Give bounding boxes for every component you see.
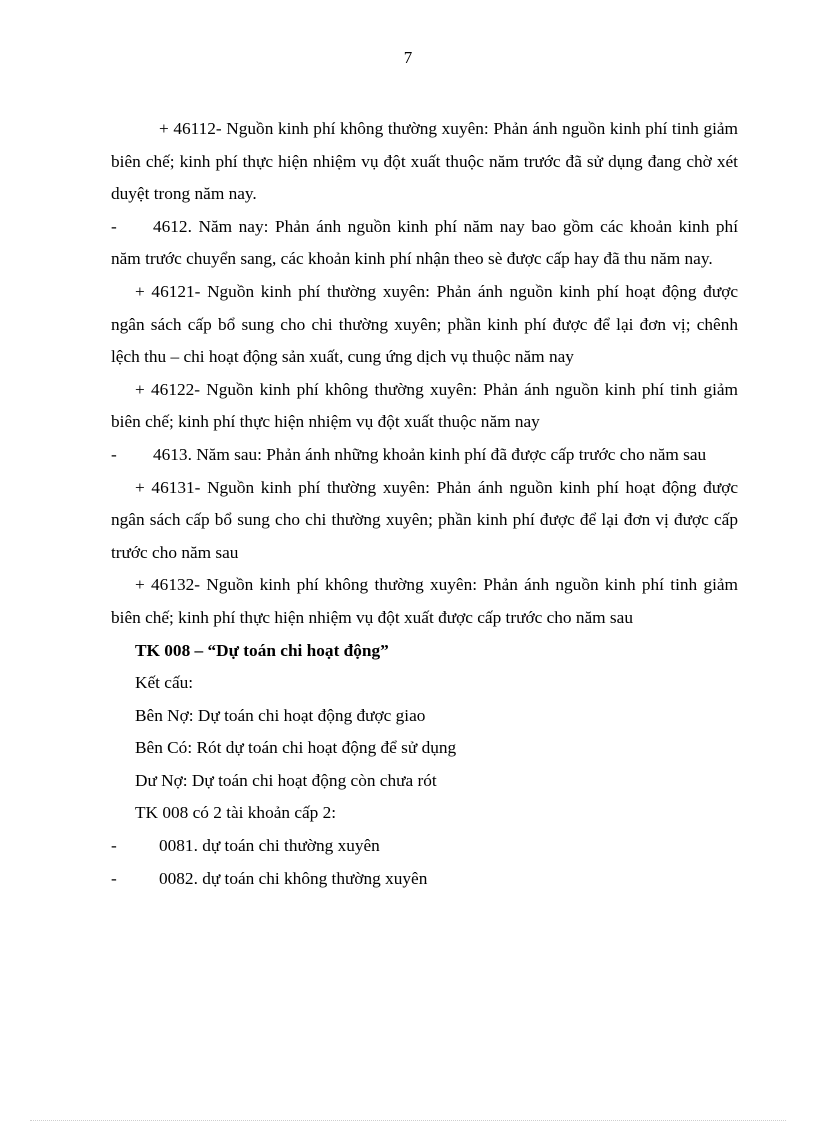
- list-dash: -: [111, 216, 117, 236]
- list-dash: -: [111, 444, 117, 464]
- list-item: [111, 863, 738, 896]
- list-item: [111, 830, 738, 863]
- debit-line: Bên Nợ: Dự toán chi hoạt động được giao: [135, 705, 426, 725]
- balance-line: Dư Nợ: Dự toán chi hoạt động còn chưa rót: [135, 770, 437, 790]
- list-item-text: 0082. dự toán chi không thường xuyên: [159, 868, 428, 888]
- paragraph-46112: + 46112- Nguồn kinh phí không thường xuyên: Phản ánh nguồn kinh phí tinh giảm biên chế; kinh phí thực hiện nhiệm vụ đột xuất thuộc năm trước đã sử dụng đang chờ xét duyệt trong năm nay.: [111, 119, 738, 204]
- list-item-text: 0081. dự toán chi thường xuyên: [159, 836, 380, 856]
- paragraph-4613-text: 4613. Năm sau: Phản ánh những khoản kinh phí đã được cấp trước cho năm sau: [153, 444, 707, 464]
- paragraph-4613: [111, 439, 738, 472]
- credit-line: Bên Có: Rót dự toán chi hoạt động để sử dụng: [135, 738, 457, 758]
- page-number: 7: [403, 48, 413, 67]
- structure-label: Kết cấu:: [135, 673, 194, 693]
- paragraph-46132: + 46132- Nguồn kinh phí không thường xuyên: Phản ánh nguồn kinh phí tinh giảm biên chế; kinh phí thực hiện nhiệm vụ đột xuất được cấp trước cho năm sau: [111, 575, 738, 627]
- sub-accounts-intro: TK 008 có 2 tài khoản cấp 2:: [135, 803, 337, 823]
- paragraph-4612-text: 4612. Năm nay: Phản ánh nguồn kinh phí năm nay bao gồm các khoản kinh phí năm trước chuyển sang, các khoản kinh phí nhận theo sè được cấp hay đã thu năm nay.: [111, 216, 738, 269]
- section-heading-tk008: TK 008 – “Dự toán chi hoạt động”: [135, 640, 389, 660]
- paragraph-46121: + 46121- Nguồn kinh phí thường xuyên: Phản ánh nguồn kinh phí hoạt động được ngân sách cấp bổ sung cho chi thường xuyên; phần kinh phí được để lại đơn vị; chênh lệch thu – chi hoạt động sản xuất, cung ứng dịch vụ thuộc năm nay: [111, 281, 738, 367]
- list-dash: -: [111, 868, 117, 888]
- paragraph-46131: + 46131- Nguồn kinh phí thường xuyên: Phản ánh nguồn kinh phí hoạt động được ngân sách cấp bổ sung cho chi thường xuyên; phần kinh phí được để lại đơn vị được cấp trước cho năm sau: [111, 477, 738, 562]
- list-dash: -: [111, 836, 117, 856]
- paragraph-4612: [111, 211, 738, 276]
- document-body: [111, 113, 738, 895]
- page-bottom-divider: [30, 1120, 786, 1121]
- paragraph-46122: + 46122- Nguồn kinh phí không thường xuyên: Phản ánh nguồn kinh phí tinh giảm biên chế; kinh phí thực hiện nhiệm vụ đột xuất thuộc năm nay: [111, 379, 738, 432]
